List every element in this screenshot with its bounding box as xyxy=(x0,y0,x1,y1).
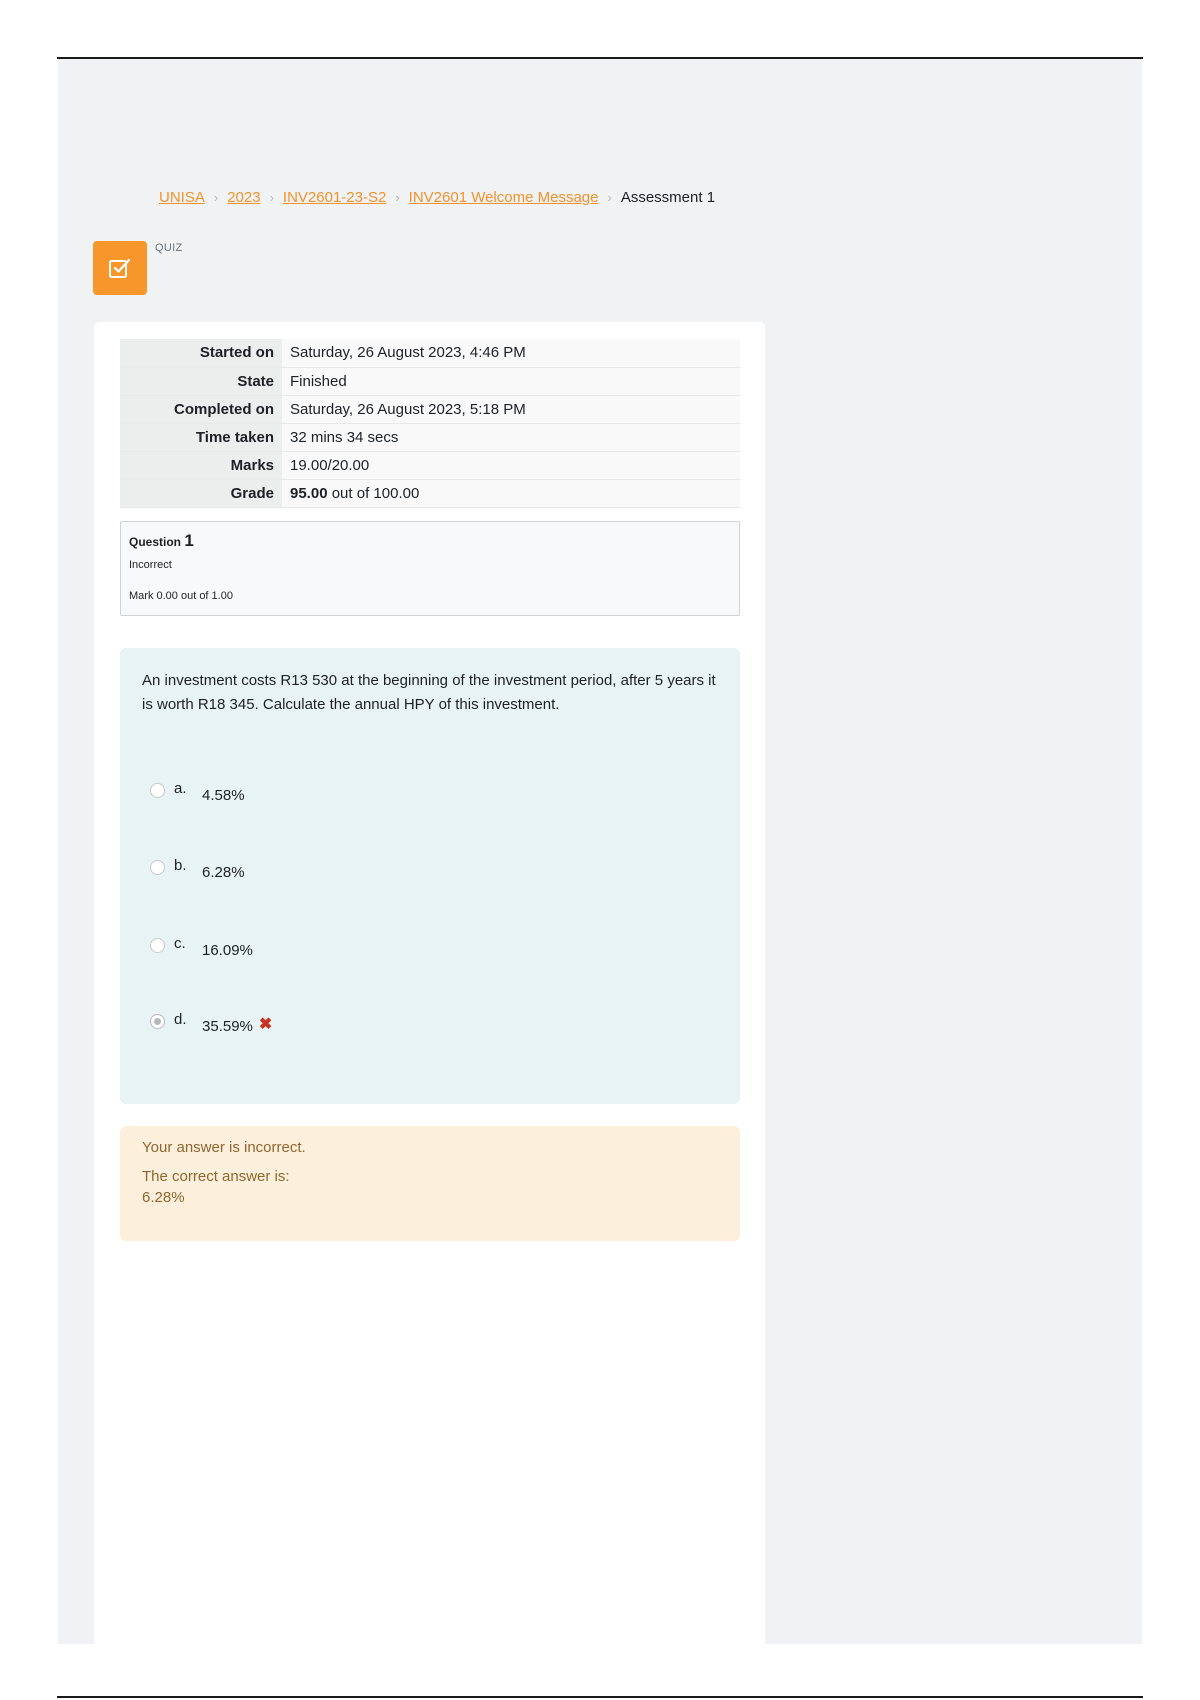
table-row xyxy=(120,395,740,423)
breadcrumb-separator-icon: › xyxy=(269,190,274,205)
answer-text: 6.28% xyxy=(202,864,245,881)
answer-option-a[interactable] xyxy=(150,780,245,802)
summary-label: State xyxy=(120,367,282,395)
summary-label: Marks xyxy=(120,451,282,479)
grade-score: 95.00 xyxy=(290,484,328,502)
summary-label: Completed on xyxy=(120,395,282,423)
summary-value: Finished xyxy=(282,367,740,395)
grade-suffix: out of 100.00 xyxy=(331,484,420,502)
answer-option-c[interactable] xyxy=(150,935,253,957)
summary-label: Started on xyxy=(120,339,282,367)
activity-type-label: QUIZ xyxy=(155,242,183,254)
question-text: An investment costs R13 530 at the beginning of the investment period, after 5 years it is worth R18 345. Calculate the annual HPY of this investment. xyxy=(142,672,716,713)
breadcrumb-separator-icon: › xyxy=(213,190,219,205)
incorrect-x-icon: ✖ xyxy=(258,1016,273,1033)
question-formulation xyxy=(120,648,740,1104)
answer-radio[interactable] xyxy=(150,783,165,798)
breadcrumb xyxy=(159,189,715,206)
summary-label: Time taken xyxy=(120,423,282,451)
summary-label: Grade xyxy=(120,479,282,507)
breadcrumb-separator-icon: › xyxy=(395,190,400,205)
answer-letter: a. xyxy=(174,780,187,797)
review-card xyxy=(94,322,765,1644)
answer-letter: b. xyxy=(174,857,187,874)
answer-radio[interactable] xyxy=(150,938,165,953)
summary-value: 19.00/20.00 xyxy=(282,451,740,479)
correct-answer-heading: The correct answer is: xyxy=(142,1168,290,1185)
summary-value: 32 mins 34 secs xyxy=(282,423,740,451)
table-row xyxy=(120,367,740,395)
question-state: Incorrect xyxy=(129,559,172,571)
breadcrumb-separator-icon: › xyxy=(607,190,612,205)
question-number xyxy=(129,531,731,551)
breadcrumb-current: Assessment 1 xyxy=(620,189,716,206)
table-row xyxy=(120,451,740,479)
table-row xyxy=(120,479,740,507)
answer-text: 16.09% xyxy=(202,942,253,959)
summary-value: Saturday, 26 August 2023, 4:46 PM xyxy=(282,339,740,367)
page-bottom-rule xyxy=(57,1696,1143,1698)
breadcrumb-link-year[interactable]: 2023 xyxy=(227,189,261,206)
answer-feedback xyxy=(120,1126,740,1241)
question-info-box xyxy=(120,521,740,616)
answer-option-d[interactable] xyxy=(150,1011,272,1033)
answer-letter: d. xyxy=(174,1011,187,1028)
question-prefix: Question xyxy=(129,535,182,549)
radio-dot-icon xyxy=(154,1018,161,1025)
answer-letter: c. xyxy=(174,935,186,952)
correct-answer-value: 6.28% xyxy=(142,1189,185,1206)
answer-text: 35.59% xyxy=(202,1018,253,1035)
table-row xyxy=(120,423,740,451)
answer-radio-selected[interactable] xyxy=(150,1014,165,1029)
answer-text: 4.58% xyxy=(202,787,245,804)
quiz-checkbox-icon xyxy=(93,241,147,295)
attempt-summary-table xyxy=(120,339,740,508)
question-number-value: 1 xyxy=(184,531,194,550)
breadcrumb-link-section[interactable]: INV2601 Welcome Message xyxy=(408,189,599,206)
answer-radio[interactable] xyxy=(150,860,165,875)
question-mark: Mark 0.00 out of 1.00 xyxy=(129,590,233,602)
feedback-incorrect-text: Your answer is incorrect. xyxy=(142,1139,306,1156)
table-row xyxy=(120,339,740,367)
breadcrumb-link-unisa[interactable]: UNISA xyxy=(159,189,205,206)
answer-option-b[interactable] xyxy=(150,857,245,879)
breadcrumb-link-course[interactable]: INV2601-23-S2 xyxy=(282,189,387,206)
summary-value: Saturday, 26 August 2023, 5:18 PM xyxy=(282,395,740,423)
grade-value-cell xyxy=(282,479,740,507)
page-viewport xyxy=(58,59,1142,1644)
